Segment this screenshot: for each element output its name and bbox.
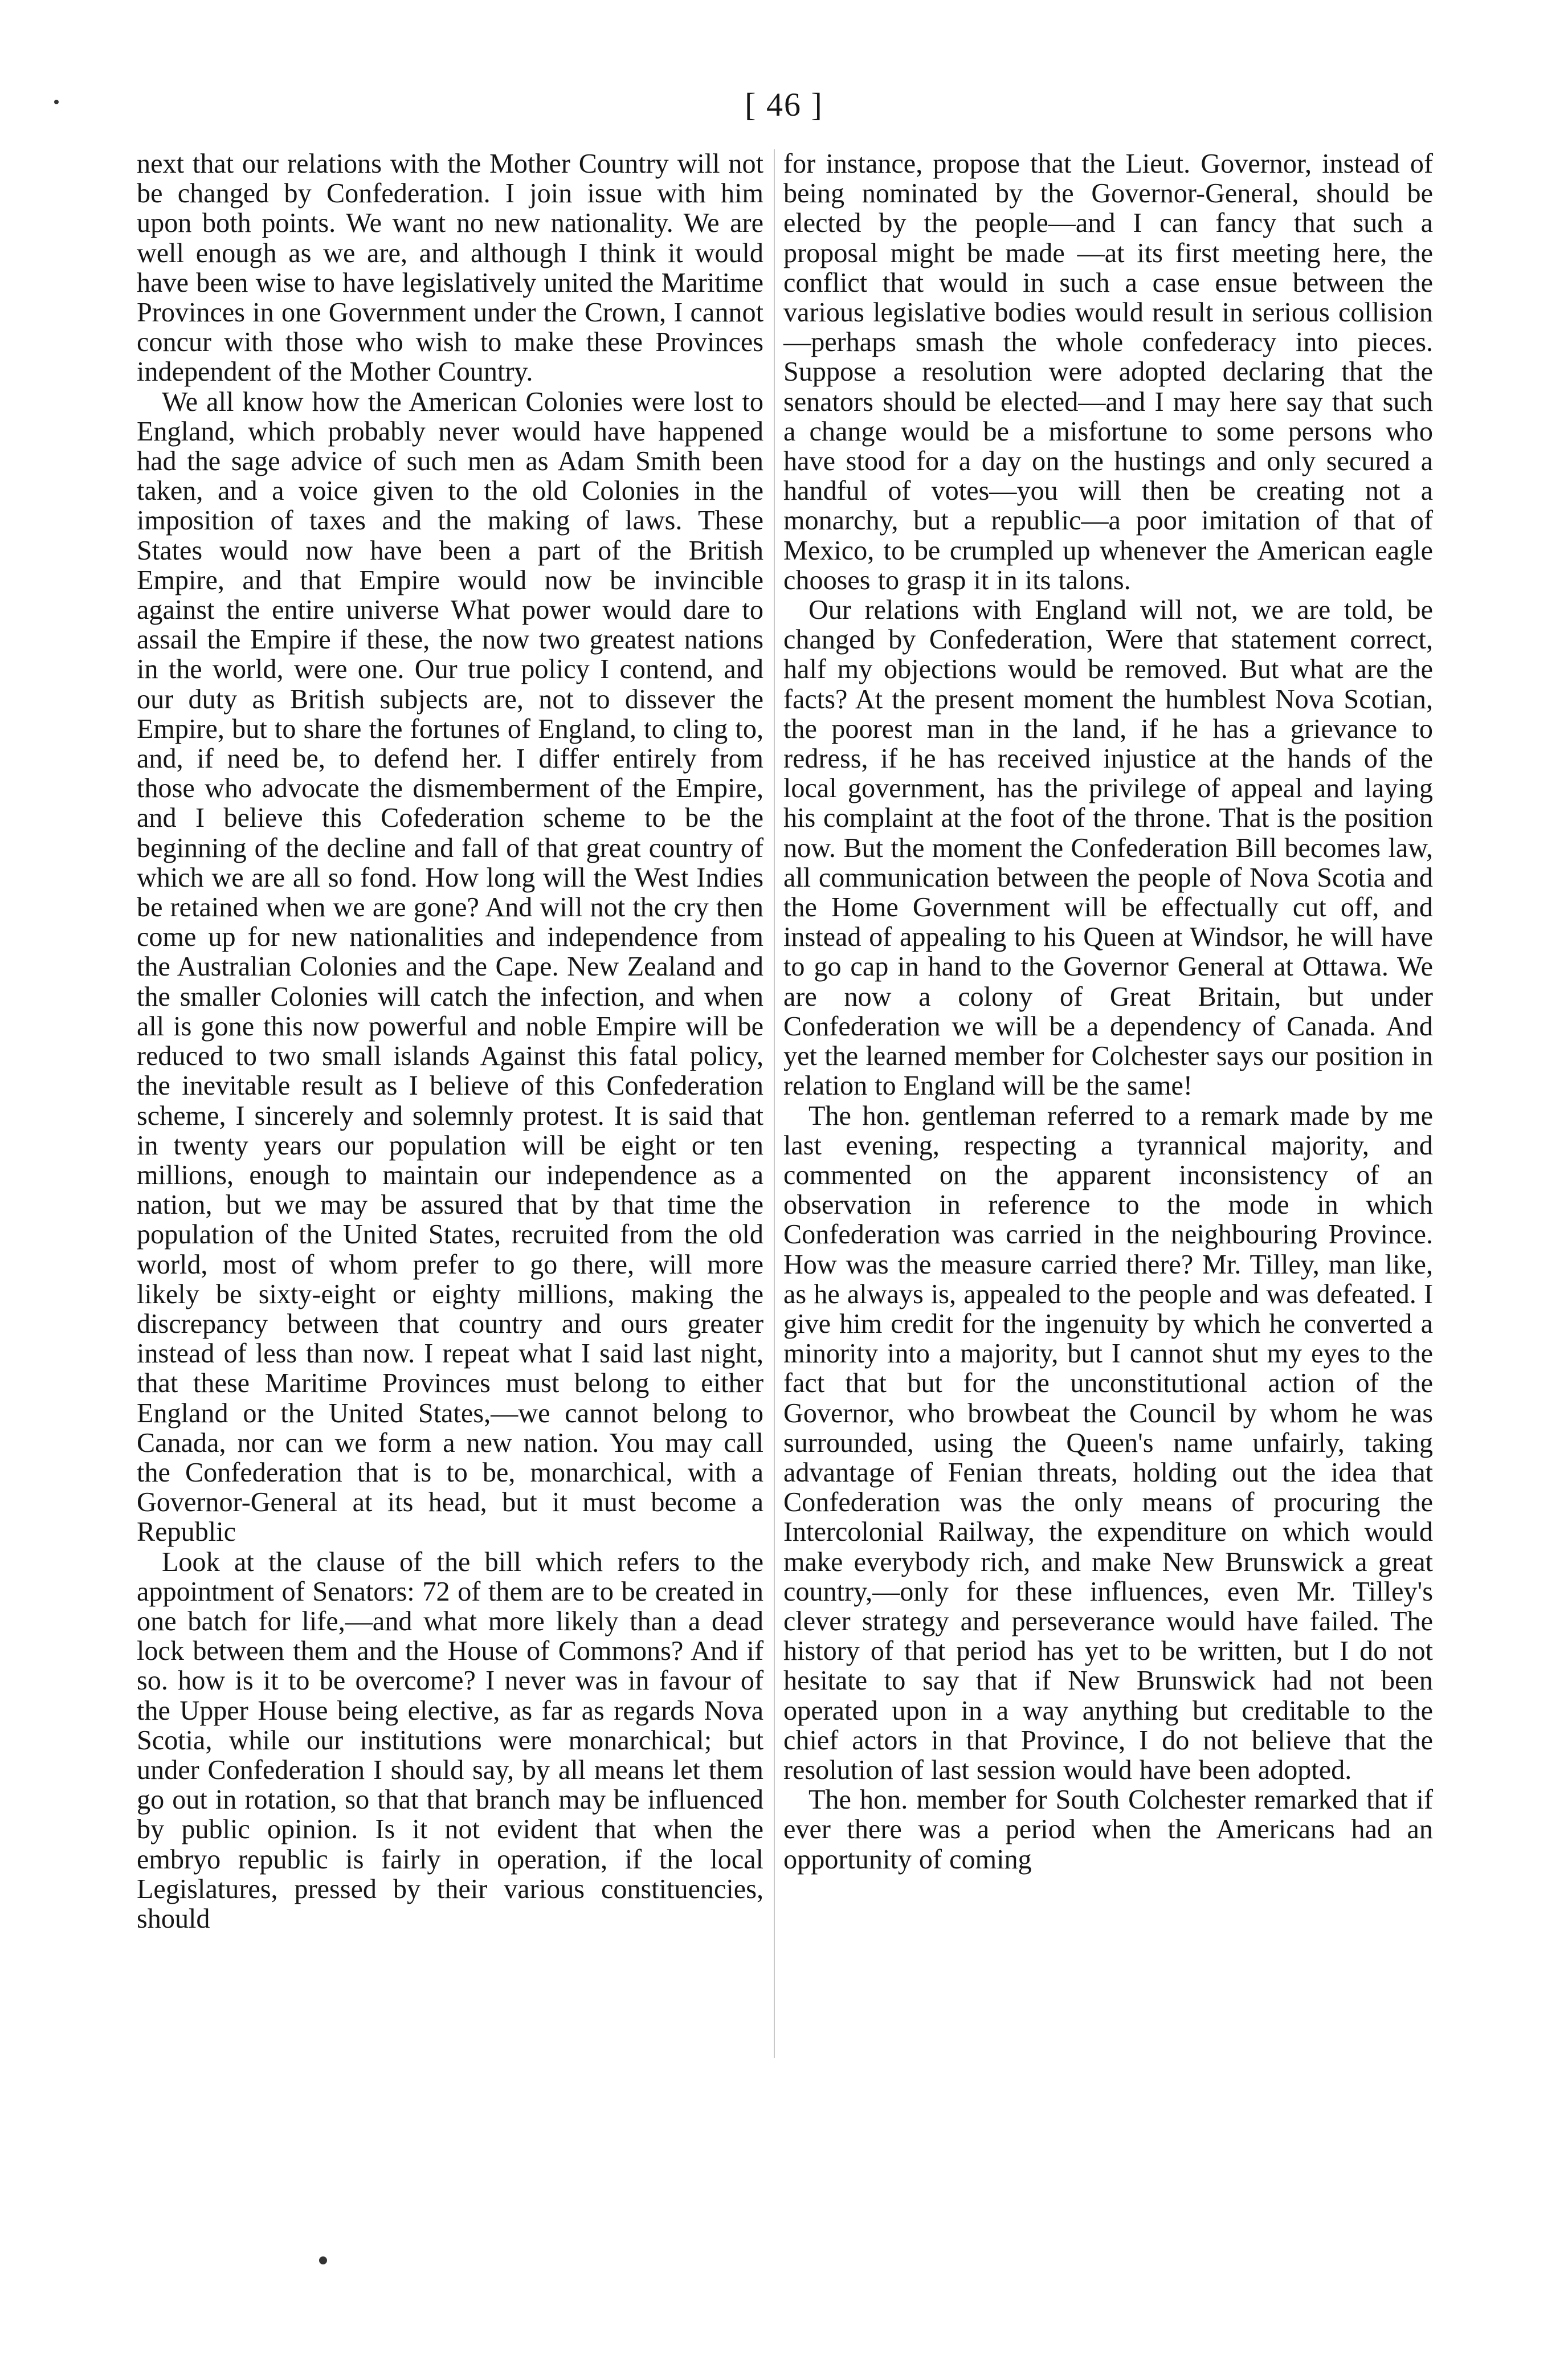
column-divider <box>774 149 775 2058</box>
right-paragraph-4: The hon. member for South Colchester remarked that if ever there was a period when the Americans had an opportunity of coming <box>783 1785 1433 1875</box>
ink-speck <box>54 100 59 104</box>
right-column <box>783 149 1433 1875</box>
left-paragraph-2: We all know how the American Colonies were lost to England, which probably never would have happened had the sage advice of such men as Adam Smith been taken, and a voice given to the old Colonies in the imposition of taxes and the making of laws. These States would now have been a part of the British Empire, and that Empire would now be invincible against the entire universe What power would dare to assail the Empire if these, the now two greatest nations in the world, were one. Our true policy I contend, and our duty as British subjects are, not to dissever the Empire, but to share the fortunes of England, to cling to, and, if need be, to defend her. I differ entirely from those who advocate the dismemberment of the Empire, and I believe this Cofederation scheme to be the beginning of the decline and fall of that great country of which we are all so fond. How long will the West Indies be retained when we are gone? And will not the cry then come up for new nationalities and independence from the Australian Colonies and the Cape. New Zealand and the smaller Colonies will catch the infection, and when all is gone this now powerful and noble Empire will be reduced to two small islands Against this fatal policy, the inevitable result as I believe of this Confederation scheme, I sincerely and solemnly protest. It is said that in twenty years our population will be eight or ten millions, enough to maintain our independence as a nation, but we may be assured that by that time the population of the United States, recruited from the old world, most of whom prefer to go there, will more likely be sixty-eight or eighty millions, making the discrepancy between that country and ours greater instead of less than now. I repeat what I said last night, that these Maritime Provinces must belong to either England or the United States,—we cannot belong to Canada, nor can we form a new nation. You may call the Confederation that is to be, monarchical, with a Governor-General at its head, but it must become a Republic <box>137 386 763 1548</box>
ink-speck <box>319 2256 327 2264</box>
left-paragraph-1: next that our relations with the Mother Country will not be changed by Confederation. I join issue with him upon both points. We want no new nationality. We are well enough as we are, and although I think it would have been wise to have legislatively united the Maritime Provinces in one Government under the Crown, I cannot concur with those who wish to make these Provinces independent of the Mother Country. <box>137 149 763 387</box>
right-paragraph-1: for instance, propose that the Lieut. Governor, instead of being nominated by the Governor-General, should be elected by the people—and I can fancy that such a proposal might be made —at its first meeting here, the conflict that would in such a case ensue between the various legislative bodies would result in serious collision—perhaps smash the whole confederacy into pieces. Suppose a resolution were adopted declaring that the senators should be elected—and I may here say that such a change would be a misfortune to some persons who have stood for a day on the hustings and only secured a handful of votes—you will then be creating not a monarchy, but a republic—a poor imitation of that of Mexico, to be crumpled up whenever the American eagle chooses to grasp it in its talons. <box>783 149 1433 595</box>
right-paragraph-2: Our relations with England will not, we are told, be changed by Confederation, Were that statement correct, half my objections would be removed. But what are the facts? At the present moment the humblest Nova Scotian, the poorest man in the land, if he has a grievance to redress, if he has received injustice at the hands of the local government, has the privilege of appeal and laying his complaint at the foot of the throne. That is the position now. But the moment the Confederation Bill becomes law, all communication between the people of Nova Scotia and the Home Government will be effectually cut off, and instead of appealing to his Queen at Windsor, he will have to go cap in hand to the Governor General at Ottawa. We are now a colony of Great Britain, but under Confederation we will be a dependency of Canada. And yet the learned member for Colchester says our position in relation to England will be the same! <box>783 595 1433 1101</box>
left-column <box>137 149 763 1934</box>
page-number: [ 46 ] <box>745 86 823 123</box>
right-paragraph-3: The hon. gentleman referred to a remark made by me last evening, respecting a tyrannical majority, and commented on the apparent inconsistency of an observation in reference to the mode in which Confederation was carried in the neighbouring Province. How was the measure carried there? Mr. Tilley, man like, as he always is, appealed to the people and was defeated. I give him credit for the ingenuity by which he converted a minority into a majority, but I cannot shut my eyes to the fact that but for the unconstitutional action of the Governor, who browbeat the Council by whom he was surrounded, using the Queen's name unfairly, taking advantage of Fenian threats, holding out the idea that Confederation was the only means of procuring the Intercolonial Railway, the expenditure on which would make everybody rich, and make New Brunswick a great country,—only for these influences, even Mr. Tilley's clever strategy and perseverance would have failed. The history of that period has yet to be written, but I do not hesitate to say that if New Brunswick had not been operated upon in a way anything but creditable to the chief actors in that Province, I do not believe that the resolution of last session would have been adopted. <box>783 1100 1433 1785</box>
left-paragraph-3: Look at the clause of the bill which refers to the appointment of Senators: 72 of them are to be created in one batch for life,—and what more likely than a dead lock between them and the House of Commons? And if so. how is it to be overcome? I never was in favour of the Upper House being elective, as far as regards Nova Scotia, while our institutions were monarchical; but under Confederation I should say, by all means let them go out in rotation, so that that branch may be influenced by public opinion. Is it not evident that when the embryo republic is fairly in operation, if the local Legislatures, pressed by their various constituencies, should <box>137 1546 763 1934</box>
